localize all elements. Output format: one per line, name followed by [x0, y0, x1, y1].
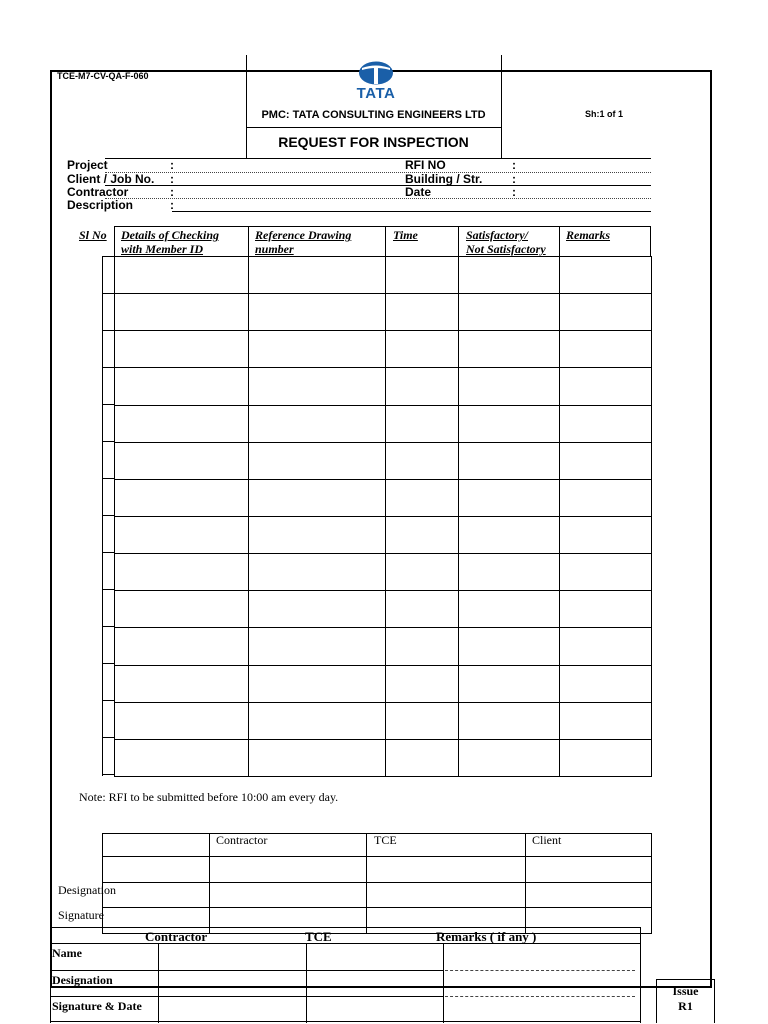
col-header-time	[393, 228, 418, 242]
table-row	[115, 368, 652, 405]
footer-row-line-3	[50, 996, 443, 997]
info-rule-3	[105, 185, 651, 186]
header-col-line-1	[114, 226, 115, 256]
footer-col-line-2	[306, 943, 307, 1023]
sl-no-row-line	[102, 293, 114, 294]
col-header-satisfactory-line-1: Satisfactory/	[466, 228, 528, 242]
signoff-col-line-2	[366, 833, 367, 934]
tata-emblem-icon	[345, 60, 407, 86]
footer-col-remarks: Remarks ( if any )	[436, 929, 537, 944]
table-cell[interactable]	[386, 368, 459, 405]
signoff-row-line-1	[102, 856, 652, 857]
building-sep: :	[512, 172, 516, 186]
submission-note: Note: RFI to be submitted before 10:00 am every day.	[79, 790, 339, 804]
table-row	[115, 702, 652, 739]
sl-no-row-line	[102, 330, 114, 331]
col-header-ref-drawing-line-1: Reference Drawing	[255, 228, 352, 242]
sl-no-row-line	[102, 515, 114, 516]
table-cell[interactable]	[115, 628, 249, 665]
description-label: Description	[67, 198, 134, 212]
issue-value: R1	[678, 999, 693, 1013]
table-cell[interactable]	[560, 628, 652, 665]
table-row	[115, 294, 652, 331]
footer-row-designation: Designation	[52, 973, 113, 987]
table-cell[interactable]	[459, 591, 560, 628]
signoff-col-line-3	[525, 833, 526, 934]
footer-row-name: Name	[52, 946, 82, 960]
table-cell[interactable]	[459, 516, 560, 553]
footer-dash-2	[445, 996, 635, 997]
tata-wordmark: TATA	[356, 85, 396, 102]
table-cell[interactable]	[115, 331, 249, 368]
table-cell[interactable]	[560, 702, 652, 739]
header-rule-1	[246, 127, 501, 128]
contractor-sep: :	[170, 185, 174, 199]
table-cell[interactable]	[249, 479, 386, 516]
table-cell[interactable]	[386, 331, 459, 368]
table-cell[interactable]	[386, 628, 459, 665]
table-row	[115, 479, 652, 516]
table-cell[interactable]	[386, 294, 459, 331]
table-cell[interactable]	[386, 665, 459, 702]
table-row	[115, 442, 652, 479]
table-cell[interactable]	[115, 702, 249, 739]
table-cell[interactable]	[386, 479, 459, 516]
table-cell[interactable]	[115, 665, 249, 702]
table-cell[interactable]	[459, 368, 560, 405]
sl-no-row-line	[102, 256, 114, 257]
table-row	[115, 405, 652, 442]
table-cell[interactable]	[560, 257, 652, 294]
col-header-ref-drawing-line-2: number	[255, 242, 294, 256]
footer-col-line-3	[443, 943, 444, 1023]
info-rule-2	[105, 172, 651, 173]
sl-no-row-line	[102, 478, 114, 479]
contractor-label: Contractor	[67, 185, 129, 199]
description-sep: :	[170, 198, 174, 212]
table-cell[interactable]	[560, 665, 652, 702]
date-label: Date	[405, 185, 432, 199]
info-rule-1	[105, 158, 651, 159]
table-cell[interactable]	[249, 368, 386, 405]
table-cell[interactable]	[386, 405, 459, 442]
footer-row-line-4	[50, 1021, 641, 1022]
signoff-col-tce: TCE	[374, 833, 397, 847]
table-body	[114, 256, 652, 777]
signoff-row-signature: Signature	[58, 908, 104, 922]
table-cell[interactable]	[115, 739, 249, 776]
signoff-box	[102, 833, 652, 934]
table-cell[interactable]	[249, 331, 386, 368]
table-cell[interactable]	[560, 368, 652, 405]
info-rule-5	[172, 211, 651, 212]
header-col-line-3	[385, 226, 386, 256]
footer-col-line-1	[158, 943, 159, 1023]
footer-col-contractor: Contractor	[145, 929, 208, 944]
header-col-line-4	[458, 226, 459, 256]
col-header-time-line: Time	[393, 228, 418, 242]
table-cell[interactable]	[386, 739, 459, 776]
table-cell[interactable]	[560, 591, 652, 628]
col-header-satisfactory	[466, 228, 546, 256]
col-header-satisfactory-line-2: Not Satisfactory	[466, 242, 546, 256]
table-cell[interactable]	[115, 591, 249, 628]
table-cell[interactable]	[560, 442, 652, 479]
table-cell[interactable]	[115, 405, 249, 442]
table-row	[115, 331, 652, 368]
info-rule-4	[105, 198, 651, 199]
table-cell[interactable]	[115, 257, 249, 294]
rfi-no-label: RFI NO	[405, 158, 446, 172]
table-cell[interactable]	[386, 554, 459, 591]
table-cell[interactable]	[459, 294, 560, 331]
table-cell[interactable]	[249, 591, 386, 628]
table-cell[interactable]	[386, 516, 459, 553]
table-cell[interactable]	[459, 331, 560, 368]
col-header-remarks	[566, 228, 610, 242]
table-cell[interactable]	[386, 442, 459, 479]
sl-no-row-line	[102, 663, 114, 664]
client-job-label: Client / Job No.	[67, 172, 155, 186]
sl-no-row-line	[102, 774, 114, 775]
col-header-details-line-1: Details of Checking	[121, 228, 219, 242]
sl-no-row-line	[102, 441, 114, 442]
table-cell[interactable]	[459, 665, 560, 702]
col-header-details	[121, 228, 219, 256]
col-header-remarks-line: Remarks	[566, 228, 611, 242]
sl-no-col-left	[102, 256, 103, 776]
table-cell[interactable]	[459, 479, 560, 516]
issue-box	[656, 979, 715, 1023]
table-cell[interactable]	[459, 405, 560, 442]
doc-code: TCE-M7-CV-QA-F-060	[57, 71, 149, 81]
table-cell[interactable]	[386, 702, 459, 739]
table-row	[115, 739, 652, 776]
table-cell[interactable]	[249, 294, 386, 331]
footer-row-line-1	[50, 943, 641, 944]
project-sep: :	[170, 158, 174, 172]
table-cell[interactable]	[249, 665, 386, 702]
signoff-col-contractor: Contractor	[216, 833, 268, 847]
header-col-line-2	[248, 226, 249, 256]
table-cell[interactable]	[560, 554, 652, 591]
table-cell[interactable]	[249, 405, 386, 442]
col-header-sl-no	[79, 228, 107, 242]
table-cell[interactable]	[115, 554, 249, 591]
table-cell[interactable]	[560, 294, 652, 331]
table-cell[interactable]	[115, 479, 249, 516]
footer-row-line-2	[50, 970, 443, 971]
signoff-row-line-2	[102, 882, 652, 883]
signoff-row-designation: Designation	[58, 883, 116, 897]
date-sep: :	[512, 185, 516, 199]
sheet-number: Sh:1 of 1	[585, 109, 624, 119]
table-cell[interactable]	[560, 331, 652, 368]
table-cell[interactable]	[249, 554, 386, 591]
col-header-sl-no-line: Sl No	[79, 228, 107, 242]
table-row	[115, 516, 652, 553]
table-cell[interactable]	[386, 257, 459, 294]
col-header-details-line-2: with Member ID	[121, 242, 204, 256]
page-title: REQUEST FOR INSPECTION	[278, 134, 469, 150]
table-row	[115, 628, 652, 665]
sl-no-row-line	[102, 737, 114, 738]
table-cell[interactable]	[459, 702, 560, 739]
sl-no-row-line	[102, 626, 114, 627]
col-header-ref-drawing	[255, 228, 351, 256]
table-cell[interactable]	[115, 442, 249, 479]
signoff-col-client: Client	[532, 833, 562, 847]
footer-col-tce: TCE	[305, 929, 332, 944]
table-cell[interactable]	[249, 739, 386, 776]
table-cell[interactable]	[459, 554, 560, 591]
table-cell[interactable]	[386, 591, 459, 628]
table-cell[interactable]	[459, 257, 560, 294]
table-row	[115, 257, 652, 294]
sl-no-row-line	[102, 700, 114, 701]
client-job-sep: :	[170, 172, 174, 186]
header-col-line-5	[559, 226, 560, 256]
signoff-col-line-1	[209, 833, 210, 934]
footer-row-signature-date: Signature & Date	[52, 999, 142, 1013]
sl-no-row-line	[102, 552, 114, 553]
signoff-row-line-3	[102, 907, 652, 908]
rfi-no-sep: :	[512, 158, 516, 172]
sl-no-row-line	[102, 367, 114, 368]
footer-dash-1	[445, 970, 635, 971]
table-cell[interactable]	[249, 628, 386, 665]
table-cell[interactable]	[560, 516, 652, 553]
table-row	[115, 554, 652, 591]
issue-label: Issue	[672, 984, 699, 998]
table-cell[interactable]	[560, 405, 652, 442]
table-row	[115, 665, 652, 702]
project-label: Project	[67, 158, 108, 172]
table-cell[interactable]	[249, 257, 386, 294]
table-cell[interactable]	[249, 442, 386, 479]
building-label: Building / Str.	[405, 172, 483, 186]
header-divider-right	[501, 55, 502, 159]
sl-no-row-line	[102, 589, 114, 590]
pmc-label: PMC: TATA CONSULTING ENGINEERS LTD	[261, 109, 486, 121]
table-row	[115, 591, 652, 628]
table-cell[interactable]	[249, 702, 386, 739]
table-cell[interactable]	[560, 739, 652, 776]
table-cell[interactable]	[459, 739, 560, 776]
table-cell[interactable]	[459, 442, 560, 479]
table-cell[interactable]	[115, 294, 249, 331]
table-cell[interactable]	[459, 628, 560, 665]
table-cell[interactable]	[115, 368, 249, 405]
sl-no-row-line	[102, 404, 114, 405]
tata-logo	[345, 60, 407, 104]
table-cell[interactable]	[115, 516, 249, 553]
table-cell[interactable]	[249, 516, 386, 553]
table-cell[interactable]	[560, 479, 652, 516]
